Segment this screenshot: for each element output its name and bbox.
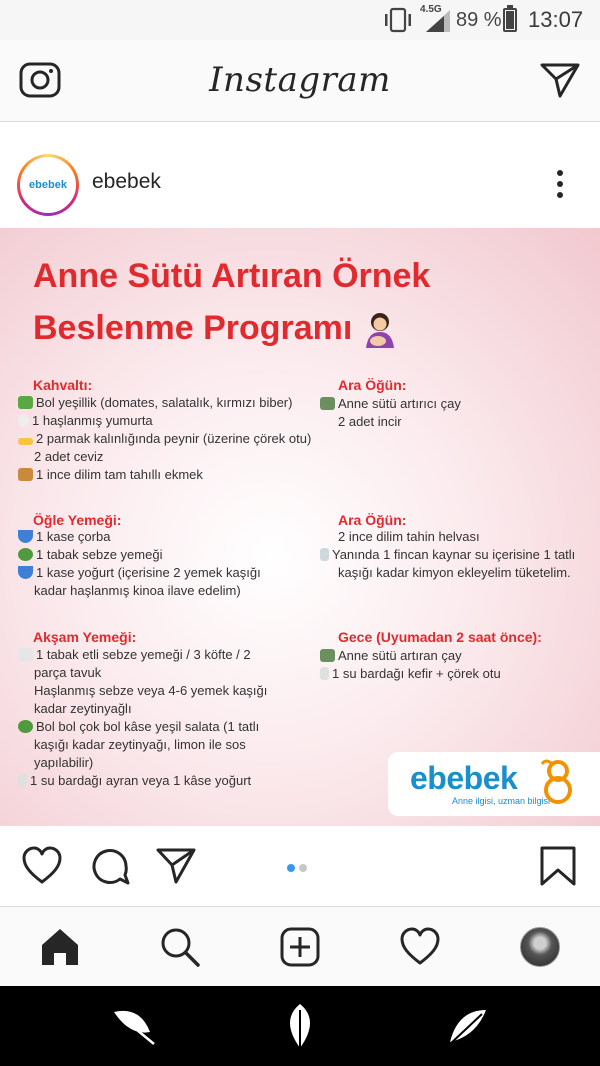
post-headline: [33, 250, 553, 354]
list-item: kadar haşlanmış kinoa ilave edelim): [34, 583, 241, 598]
post-actions: [0, 826, 600, 906]
section-title-ara-ogun-1: Ara Öğün:: [338, 377, 407, 393]
glass-icon: [320, 548, 329, 561]
brand-name: ebebek: [410, 760, 518, 796]
profile-avatar[interactable]: [520, 927, 560, 967]
section-title-ara-ogun-2: Ara Öğün:: [338, 512, 407, 528]
vibrate-icon: [382, 7, 414, 33]
list-item: 2 adet incir: [338, 414, 402, 429]
system-nav-bar: [0, 986, 600, 1066]
tea-icon: [320, 397, 335, 410]
battery-percent: 89 %: [456, 9, 502, 31]
avatar-logo: ebebek: [29, 179, 67, 191]
list-item: 1 kase yoğurt (içerisine 2 yemek kaşığı: [18, 564, 261, 582]
breastfeeding-emoji-icon: [360, 310, 400, 350]
username[interactable]: ebebek: [92, 170, 161, 193]
list-item: kadar zeytinyağlı: [34, 701, 132, 716]
post-image[interactable]: [0, 228, 600, 826]
list-item: 1 tabak etli sebze yemeği / 3 köfte / 2: [18, 646, 251, 664]
section-title-ogle-yemegi: Öğle Yemeği:: [33, 512, 122, 528]
app-title: Instagram: [209, 60, 391, 100]
bowl-icon: [18, 530, 33, 543]
plate-icon: [18, 648, 33, 661]
list-item: Anne sütü artıran çay: [320, 647, 462, 665]
cheese-icon: [18, 438, 33, 445]
brand-tagline: Anne ilgisi, uzman bilgisi: [452, 796, 551, 806]
list-item: Haşlanmış sebze veya 4-6 yemek kaşığı: [34, 683, 268, 698]
salad-icon: [18, 720, 33, 733]
list-item: Bol yeşillik (domates, salatalık, kırmızı biber): [18, 394, 292, 412]
headline-line-1: Anne Sütü Artıran Örnek: [33, 257, 431, 295]
bowl-icon: [18, 566, 33, 579]
list-item: 2 adet ceviz: [34, 449, 104, 464]
more-vertical-icon[interactable]: [550, 164, 570, 204]
clock: 13:07: [528, 7, 584, 32]
post-header: [0, 140, 600, 228]
list-item: 1 haşlanmış yumurta: [18, 412, 153, 430]
list-item: 1 kase çorba: [18, 528, 110, 546]
home-leaf-icon[interactable]: [276, 1002, 324, 1050]
glass-icon: [320, 667, 329, 680]
add-post-icon[interactable]: [278, 925, 322, 969]
list-item: 1 ince dilim tam tahıllı ekmek: [18, 466, 203, 484]
section-title-kahvalti: Kahvaltı:: [33, 377, 93, 393]
list-item: 2 parmak kalınlığında peynir (üzerine çörek otu): [18, 430, 311, 448]
list-item: parça tavuk: [34, 665, 102, 680]
list-item: yapılabilir): [34, 755, 94, 770]
battery-icon: [503, 8, 517, 32]
tea-icon: [320, 649, 335, 662]
leaf-icon: [18, 396, 33, 409]
list-item: kaşığı kadar zeytinyağı, limon ile sos: [34, 737, 246, 752]
list-item: kaşığı kadar kimyon ekleyelim tüketelim.: [338, 565, 571, 580]
section-title-gece: Gece (Uyumadan 2 saat önce):: [338, 629, 542, 645]
brand-mark-icon: [538, 758, 578, 806]
pager-dot-active: [287, 864, 295, 872]
heart-icon[interactable]: [20, 844, 64, 888]
pager-dot: [299, 864, 307, 872]
list-item: 1 su bardağı kefir + çörek otu: [320, 665, 501, 683]
bread-icon: [18, 468, 33, 481]
paper-plane-icon[interactable]: [538, 60, 582, 100]
back-leaf-icon[interactable]: [110, 1002, 158, 1050]
avatar[interactable]: [17, 154, 79, 216]
brand-logo: [388, 752, 600, 816]
recents-leaf-icon[interactable]: [442, 1002, 490, 1050]
bottom-nav: [0, 906, 600, 986]
carousel-pager: [287, 859, 311, 877]
top-bar: [0, 40, 600, 122]
heart-icon[interactable]: [398, 925, 442, 969]
bookmark-icon[interactable]: [536, 844, 580, 888]
search-icon[interactable]: [158, 925, 202, 969]
salad-icon: [18, 548, 33, 561]
glass-icon: [18, 774, 27, 787]
status-bar: [0, 0, 600, 40]
list-item: 2 ince dilim tahin helvası: [338, 529, 480, 544]
network-type: 4.5G: [420, 4, 442, 15]
section-title-aksam-yemegi: Akşam Yemeği:: [33, 629, 137, 645]
list-item: 1 su bardağı ayran veya 1 kâse yoğurt: [18, 772, 251, 790]
egg-icon: [18, 414, 29, 427]
list-item: Yanında 1 fincan kaynar su içerisine 1 tatlı: [320, 546, 575, 564]
home-icon[interactable]: [38, 925, 82, 969]
paper-plane-icon[interactable]: [154, 844, 198, 888]
signal-icon: [426, 10, 450, 32]
headline-line-2: Beslenme Programı: [33, 309, 353, 347]
list-item: 1 tabak sebze yemeği: [18, 546, 162, 564]
list-item: Anne sütü artırıcı çay: [320, 395, 461, 413]
comment-icon[interactable]: [88, 844, 132, 888]
list-item: Bol bol çok bol kâse yeşil salata (1 tatlı: [18, 718, 259, 736]
